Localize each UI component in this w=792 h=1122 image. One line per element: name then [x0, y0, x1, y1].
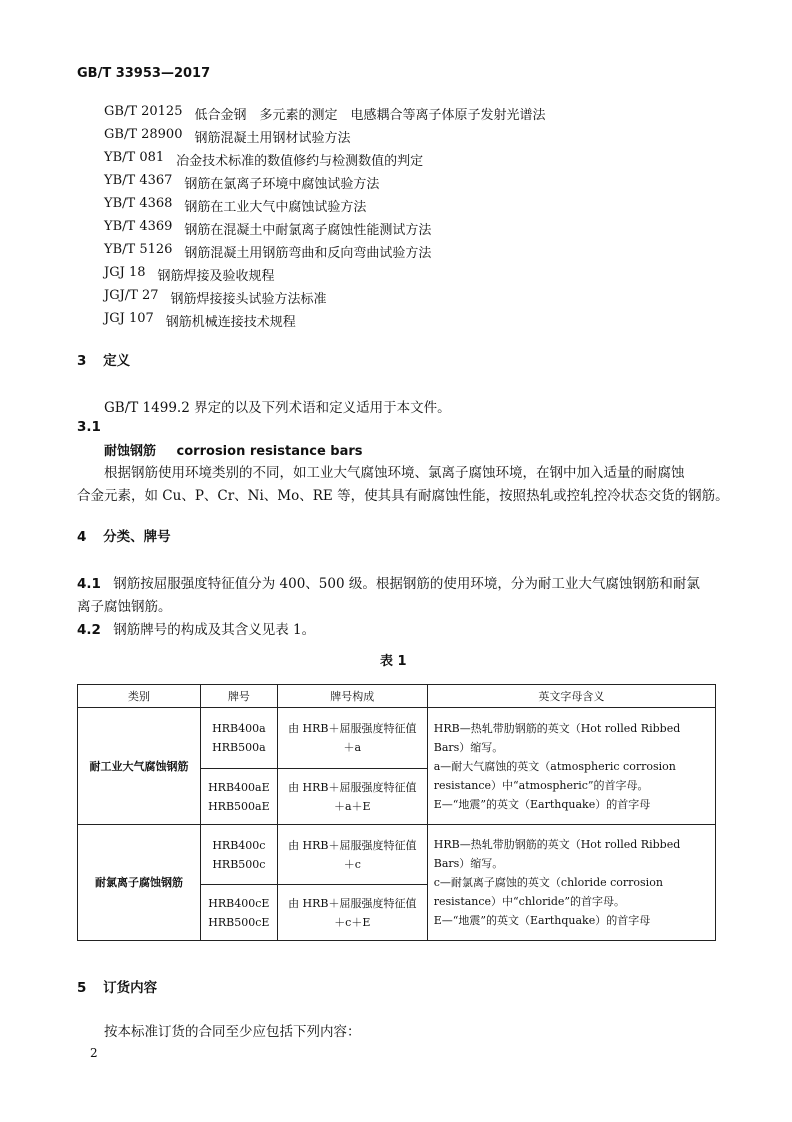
composition-text: 由 HRB＋屈服强度特征值: [288, 722, 417, 735]
reference-title: 钢筋焊接及验收规程: [157, 269, 275, 284]
reference-code: JGJ/T 27: [104, 288, 159, 303]
clause-text-line: 离子腐蚀钢筋。: [77, 599, 172, 615]
reference-title: 钢筋在混凝土中耐氯离子腐蚀性能测试方法: [184, 223, 432, 238]
definition-text-line: 根据钢筋使用环境类别的不同，如工业大气腐蚀环境、氯离子腐蚀环境，在钢中加入适量的耐腐蚀: [104, 465, 685, 481]
clause-text: 钢筋牌号的构成及其含义见表 1。: [113, 622, 316, 638]
reference-item: [104, 311, 296, 330]
meaning-line: Bars）缩写。: [433, 740, 504, 754]
meaning-line: E—“地震”的英文（Earthquake）的首字母: [433, 914, 651, 927]
meaning-line: HRB—热轧带肋钢筋的英文（Hot rolled Ribbed: [433, 838, 681, 851]
clause-text: 钢筋按屈服强度特征值分为 400、500 级。根据钢筋的使用环境，分为耐工业大气腐蚀钢筋和耐氯: [113, 576, 700, 592]
reference-item: [104, 196, 366, 215]
table-header-row: [78, 685, 716, 708]
standard-number: GB/T 33953—2017: [77, 66, 211, 81]
category-cell: 耐氯离子腐蚀钢筋: [78, 825, 201, 941]
reference-item: [104, 265, 275, 284]
composition-suffix: ＋a: [343, 741, 362, 754]
table-header-cell: 牌号: [200, 685, 277, 708]
reference-item: [104, 288, 327, 307]
reference-title: 钢筋在工业大气中腐蚀试验方法: [184, 200, 367, 215]
meaning-line: c—耐氯离子腐蚀的英文（chloride corrosion: [433, 876, 663, 889]
section-5-heading: [77, 976, 157, 996]
meaning-line: resistance）中“chloride”的首字母。: [433, 895, 626, 908]
term-english: corrosion resistance bars: [176, 444, 363, 459]
order-content-text: 按本标准订货的合同至少应包括下列内容：: [104, 1024, 361, 1040]
composition-text: 由 HRB＋屈服强度特征值: [288, 896, 417, 910]
reference-code: YB/T 4368: [104, 196, 173, 211]
reference-item: [104, 150, 423, 169]
grade-value: HRB400aE: [208, 780, 270, 794]
grade-cell: [200, 825, 277, 885]
reference-item: [104, 219, 431, 238]
meaning-line: Bars）缩写。: [433, 857, 504, 870]
term-heading: [104, 440, 363, 459]
table-header-cell: 类别: [78, 685, 201, 708]
reference-item: [104, 242, 431, 261]
clause-number: 3.1: [77, 419, 101, 435]
composition-text: 由 HRB＋屈服强度特征值: [288, 780, 417, 794]
reference-code: JGJ 107: [104, 311, 154, 326]
reference-code: JGJ 18: [104, 265, 146, 280]
grade-value: HRB500aE: [208, 799, 270, 813]
section-number: 3: [77, 353, 87, 369]
composition-text: 由 HRB＋屈服强度特征值: [288, 838, 417, 852]
reference-code: GB/T 20125: [104, 104, 183, 119]
grade-cell: [200, 708, 277, 769]
meaning-cell: [427, 708, 715, 825]
clause-number: 4.1: [77, 576, 101, 592]
meaning-cell: [427, 825, 715, 941]
reference-code: YB/T 4369: [104, 219, 173, 234]
meaning-line: resistance）中“atmospheric”的首字母。: [433, 778, 649, 792]
reference-item: [104, 127, 351, 146]
grade-value: HRB500a: [212, 741, 266, 754]
table-header-cell: 英文字母含义: [427, 685, 715, 708]
composition-cell: [277, 885, 427, 941]
grade-value: HRB400a: [212, 722, 266, 735]
reference-code: GB/T 28900: [104, 127, 183, 142]
term-chinese: 耐蚀钢筋: [104, 444, 157, 459]
clause-number: 4.2: [77, 622, 101, 638]
section-4-heading: [77, 525, 171, 545]
reference-code: YB/T 4367: [104, 173, 173, 188]
grade-value: HRB400cE: [208, 896, 270, 910]
composition-suffix: ＋c＋E: [334, 915, 371, 929]
meaning-line: a—耐大气腐蚀的英文（atmospheric corrosion: [433, 759, 676, 773]
composition-suffix: ＋c: [343, 857, 361, 871]
definitions-intro: GB/T 1499.2 界定的以及下列术语和定义适用于本文件。: [104, 400, 451, 416]
section-3-heading: [77, 349, 130, 369]
section-title: 订货内容: [103, 980, 158, 996]
section-title: 分类、牌号: [103, 529, 171, 545]
table-1: [77, 684, 716, 941]
grade-value: HRB500c: [212, 857, 266, 871]
reference-item: [104, 104, 546, 123]
category-cell: 耐工业大气腐蚀钢筋: [78, 708, 201, 825]
reference-title: 低合金钢 多元素的测定 电感耦合等离子体原子发射光谱法: [194, 108, 546, 123]
table-caption: 表 1: [380, 654, 407, 669]
page-number: 2: [90, 1046, 98, 1060]
reference-code: YB/T 5126: [104, 242, 173, 257]
grade-value: HRB400c: [212, 838, 266, 852]
meaning-line: HRB—热轧带肋钢筋的英文（Hot rolled Ribbed: [433, 721, 681, 735]
reference-title: 钢筋机械连接技术规程: [165, 315, 296, 330]
section-number: 5: [77, 980, 87, 996]
reference-title: 钢筋混凝土用钢筋弯曲和反向弯曲试验方法: [184, 246, 432, 261]
composition-cell: [277, 769, 427, 825]
table-row: [78, 825, 716, 885]
composition-suffix: ＋a＋E: [334, 799, 371, 813]
reference-title: 钢筋在氯离子环境中腐蚀试验方法: [184, 177, 380, 192]
reference-title: 冶金技术标准的数值修约与检测数值的判定: [176, 154, 424, 169]
clause-4-1: [77, 572, 700, 592]
section-title: 定义: [103, 353, 131, 369]
reference-item: [104, 173, 379, 192]
grade-cell: [200, 769, 277, 825]
composition-cell: [277, 825, 427, 885]
reference-title: 钢筋焊接接头试验方法标准: [170, 292, 327, 307]
table-row: [78, 708, 716, 769]
meaning-line: E—“地震”的英文（Earthquake）的首字母: [433, 797, 651, 811]
table-header-cell: 牌号构成: [277, 685, 427, 708]
composition-cell: [277, 708, 427, 769]
definition-text-line: 合金元素，如 Cu、P、Cr、Ni、Mo、RE 等，使其具有耐腐蚀性能，按照热轧或控轧控冷状态交货的钢筋。: [77, 488, 729, 504]
grade-cell: [200, 885, 277, 941]
reference-title: 钢筋混凝土用钢材试验方法: [194, 131, 351, 146]
reference-code: YB/T 081: [104, 150, 165, 165]
section-number: 4: [77, 529, 87, 545]
grade-value: HRB500cE: [208, 915, 270, 929]
clause-4-2: [77, 618, 315, 638]
